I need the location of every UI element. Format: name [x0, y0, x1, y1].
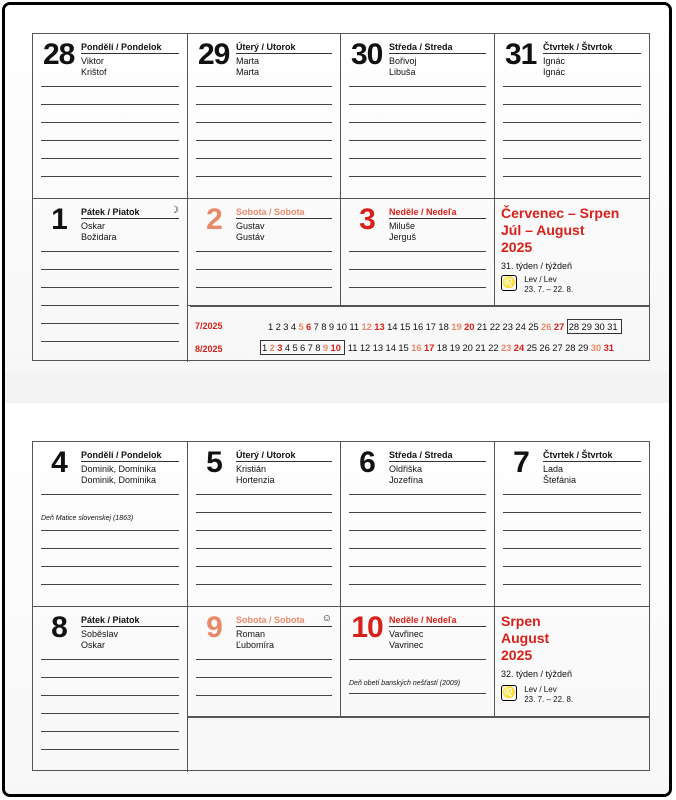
week-number: 31. týden / týždeň	[501, 261, 573, 271]
day-number: 31	[505, 38, 537, 71]
day-number: 30	[351, 38, 383, 71]
day-name: Středa / Streda	[389, 42, 453, 52]
nameday-list: Vavřinec Vavrinec	[389, 629, 424, 650]
nameday-list: Dominik, Dominika Dominik, Dominika	[81, 464, 157, 485]
zodiac-range: 23. 7. – 22. 8.	[524, 285, 574, 294]
writing-lines	[41, 530, 179, 602]
writing-lines	[349, 86, 486, 194]
day-number: 29	[198, 38, 230, 71]
writing-lines	[349, 251, 486, 305]
day-name: Pondělí / Pondelok	[81, 42, 162, 52]
day-cell-saturday[interactable]	[188, 199, 341, 306]
week-number: 32. týden / týždeň	[501, 669, 573, 679]
planner-frame	[2, 2, 672, 797]
zodiac-name: Lev / Lev	[524, 685, 557, 694]
day-number: 3	[359, 203, 375, 236]
july-label: 7/2025	[195, 321, 223, 331]
august-label: 8/2025	[195, 344, 223, 354]
day-name: Pátek / Piatok	[81, 207, 140, 217]
day-name: Sobota / Sobota	[236, 207, 305, 217]
week-info-cell	[495, 199, 649, 306]
day-number: 2	[206, 203, 222, 236]
crescent-moon-icon: ☽	[170, 205, 179, 216]
zodiac-range: 23. 7. – 22. 8.	[524, 695, 574, 704]
day-number: 1	[51, 203, 67, 236]
writing-lines	[196, 86, 332, 194]
writing-lines	[196, 659, 332, 713]
day-number: 8	[51, 611, 67, 644]
month-title: Srpen August 2025	[501, 613, 550, 663]
leo-icon: ♌	[502, 687, 516, 699]
day-name: Úterý / Utorok	[236, 450, 296, 460]
nameday-list: Gustav Gustáv	[236, 221, 265, 242]
day-cell-friday[interactable]	[33, 607, 188, 772]
day-cell-monday[interactable]	[33, 34, 188, 199]
day-cell-tuesday[interactable]	[188, 34, 341, 199]
holiday-note: Deň Matice slovenskej (1863)	[41, 515, 134, 522]
day-cell-thursday[interactable]	[495, 34, 649, 199]
day-name: Čtvrtek / Štvrtok	[543, 42, 613, 52]
writing-lines	[349, 494, 486, 602]
nameday-list: Lada Štefánia	[543, 464, 577, 485]
nameday-list: Ignác Ignác	[543, 56, 566, 77]
writing-lines	[349, 693, 486, 711]
leo-icon: ♌	[502, 277, 516, 289]
nameday-list: Kristián Hortenzia	[236, 464, 275, 485]
writing-lines	[503, 494, 641, 602]
day-cell-tuesday[interactable]	[188, 442, 341, 607]
nameday-list: Miluše Jerguš	[389, 221, 417, 242]
nameday-list: Bořivoj Libuša	[389, 56, 417, 77]
day-cell-wednesday[interactable]	[341, 442, 495, 607]
day-name: Čtvrtek / Štvrtok	[543, 450, 613, 460]
day-name: Sobota / Sobota	[236, 615, 305, 625]
month-title: Červenec – Srpen Júl – August 2025	[501, 205, 620, 255]
writing-lines	[41, 86, 179, 194]
day-name: Středa / Streda	[389, 450, 453, 460]
day-name: Pátek / Piatok	[81, 615, 140, 625]
july-days: 1 2 3 4 5 6 7 8 9 10 11 12 13 14 15 16 17 18 19 20 21 22 23 24 25 26 27 28 29 30 31	[268, 319, 624, 334]
page-gap	[5, 373, 669, 403]
day-cell-saturday[interactable]	[188, 607, 341, 717]
week-grid	[32, 441, 650, 771]
august-days: 1 2 3 4 5 6 7 8 9 10 11 12 13 14 15 16 17 18 19 20 21 22 23 24 25 26 27 28 29 30 31	[262, 342, 614, 353]
day-name: Pondělí / Pondelok	[81, 450, 162, 460]
holiday-note: Deň obetí banských nešťastí (2009)	[349, 680, 461, 687]
week-grid	[32, 33, 650, 361]
zodiac-name: Lev / Lev	[524, 275, 557, 284]
day-number: 6	[359, 446, 375, 479]
day-number: 4	[51, 446, 67, 479]
current-week-box: 1 2 3 4 5 6 7 8 9 10	[260, 340, 345, 355]
week-info-cell	[495, 607, 649, 717]
writing-lines	[196, 494, 332, 602]
day-cell-sunday[interactable]	[341, 607, 495, 717]
writing-lines	[41, 659, 179, 767]
week-page-31	[5, 5, 669, 373]
nameday-list: Oskar Božidara	[81, 221, 117, 242]
writing-lines	[41, 494, 179, 512]
day-number: 28	[43, 38, 75, 71]
day-number: 5	[206, 446, 222, 479]
writing-lines	[196, 251, 332, 305]
nameday-list: Soběslav Oskar	[81, 629, 119, 650]
day-name: Úterý / Utorok	[236, 42, 296, 52]
day-name: Neděle / Nedeľa	[389, 615, 457, 625]
full-moon-icon: ☺	[321, 613, 332, 624]
day-cell-thursday[interactable]	[495, 442, 649, 607]
day-cell-friday[interactable]	[33, 199, 188, 362]
writing-lines	[503, 86, 641, 194]
blank-area	[188, 717, 649, 772]
nameday-list: Viktor Krištof	[81, 56, 107, 77]
day-number: 9	[206, 611, 222, 644]
day-name: Neděle / Nedeľa	[389, 207, 457, 217]
current-week-box: 28 29 30 31	[567, 319, 622, 334]
day-number: 7	[513, 446, 529, 479]
nameday-list: Oldřiška Jozefína	[389, 464, 424, 485]
day-cell-wednesday[interactable]	[341, 34, 495, 199]
nameday-list: Roman Ľubomíra	[236, 629, 275, 650]
day-cell-sunday[interactable]	[341, 199, 495, 306]
writing-lines	[349, 659, 486, 677]
zodiac-info	[501, 275, 573, 295]
zodiac-info	[501, 685, 573, 705]
day-cell-monday[interactable]	[33, 442, 188, 607]
week-page-32	[5, 403, 669, 797]
day-number: 10	[351, 611, 383, 644]
writing-lines	[41, 251, 179, 359]
mini-calendar	[190, 306, 650, 361]
nameday-list: Marta Marta	[236, 56, 260, 77]
